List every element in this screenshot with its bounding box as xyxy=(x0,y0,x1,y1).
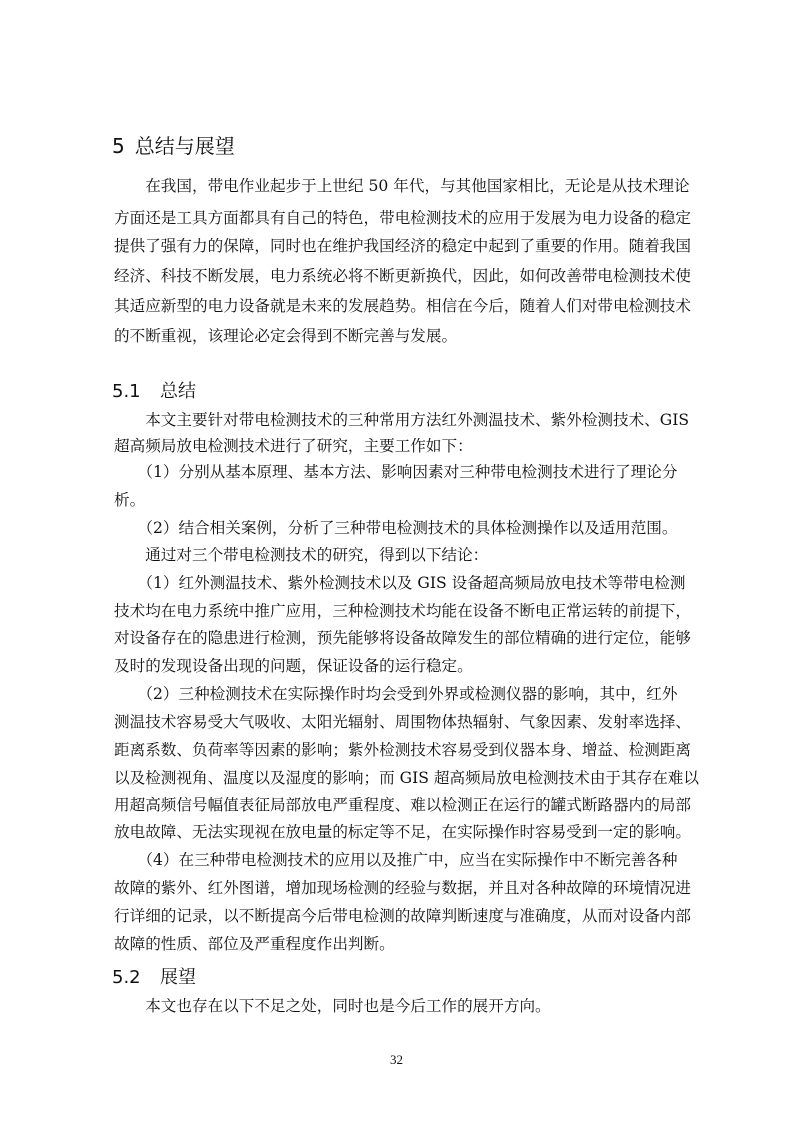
text-line: 对设备存在的隐患进行检测，预先能够将设备故障发生的部位精确的进行定位，能够 xyxy=(114,629,691,647)
text-line: 及时的发现设备出现的问题，保证设备的运行稳定。 xyxy=(114,657,473,675)
text-line: 析。 xyxy=(114,491,146,509)
text-line: 的不断重视，该理论必定会得到不断完善与发展。 xyxy=(114,327,458,345)
subsection-heading xyxy=(112,966,196,990)
text-line: 通过对三个带电检测技术的研究，得到以下结论： xyxy=(114,546,489,564)
subsection-number: 5.2 xyxy=(112,967,141,988)
text-line: 超高频局放电检测技术进行了研究，主要工作如下： xyxy=(114,437,473,455)
page-number: 32 xyxy=(390,1052,403,1067)
text-line: 以及检测视角、温度以及湿度的影响；而 GIS 超高频局放电检测技术由于其存在难以 xyxy=(114,769,699,787)
text-line: 距离系数、负荷率等因素的影响；紫外检测技术容易受到仪器本身、增益、检测距离 xyxy=(114,741,691,759)
subsection-number: 5.1 xyxy=(112,381,141,402)
text-line: 故障的紫外、红外图谱，增加现场检测的经验与数据，并且对各种故障的环境情况进 xyxy=(114,879,691,897)
text-line: 提供了强有力的保障，同时也在维护我国经济的稳定中起到了重要的作用。随着我国 xyxy=(114,237,691,255)
section-title: 总结与展望 xyxy=(134,134,235,158)
text-line: （2）结合相关案例，分析了三种带电检测技术的具体检测操作以及适用范围。 xyxy=(114,519,678,537)
text-line: （4）在三种带电检测技术的应用以及推广中，应当在实际操作中不断完善各种 xyxy=(114,851,678,869)
text-line: 其适应新型的电力设备就是未来的发展趋势。相信在今后，随着人们对带电检测技术 xyxy=(114,297,691,315)
text-line: 本文主要针对带电检测技术的三种常用方法红外测温技术、紫外检测技术、GIS xyxy=(114,411,690,429)
text-line: 本文也存在以下不足之处，同时也是今后工作的展开方向。 xyxy=(114,997,551,1015)
text-line: 故障的性质、部位及严重程度作出判断。 xyxy=(114,935,395,953)
subsection-heading xyxy=(112,380,196,404)
text-line: 技术均在电力系统中推广应用，三种检测技术均能在设备不断电正常运转的前提下， xyxy=(114,602,691,620)
subsection-title: 展望 xyxy=(160,967,196,988)
text-line: 方面还是工具方面都具有自己的特色，带电检测技术的应用于发展为电力设备的稳定 xyxy=(114,209,691,227)
text-line: 用超高频信号幅值表征局部放电严重程度、难以检测正在运行的罐式断路器内的局部 xyxy=(114,796,691,814)
text-line: 测温技术容易受大气吸收、太阳光辐射、周围物体热辐射、气象因素、发射率选择、 xyxy=(114,713,691,731)
text-line: 行详细的记录，以不断提高今后带电检测的故障判断速度与准确度，从而对设备内部 xyxy=(114,907,691,925)
text-line: （2）三种检测技术在实际操作时均会受到外界或检测仪器的影响，其中，红外 xyxy=(114,685,678,703)
text-line: 经济、科技不断发展，电力系统必将不断更新换代，因此，如何改善带电检测技术使 xyxy=(114,267,691,285)
subsection-title: 总结 xyxy=(160,381,196,402)
text-line: （1）红外测温技术、紫外检测技术以及 GIS 设备超高频局放电技术等带电检测 xyxy=(114,574,686,592)
section-heading xyxy=(112,133,235,159)
text-line: 在我国，带电作业起步于上世纪 50 年代，与其他国家相比，无论是从技术理论 xyxy=(114,177,690,195)
text-line: 放电故障、无法实现视在放电量的标定等不足，在实际操作时容易受到一定的影响。 xyxy=(114,823,691,841)
text-line: （1）分别从基本原理、基本方法、影响因素对三种带电检测技术进行了理论分 xyxy=(114,463,678,481)
section-number: 5 xyxy=(112,134,125,158)
